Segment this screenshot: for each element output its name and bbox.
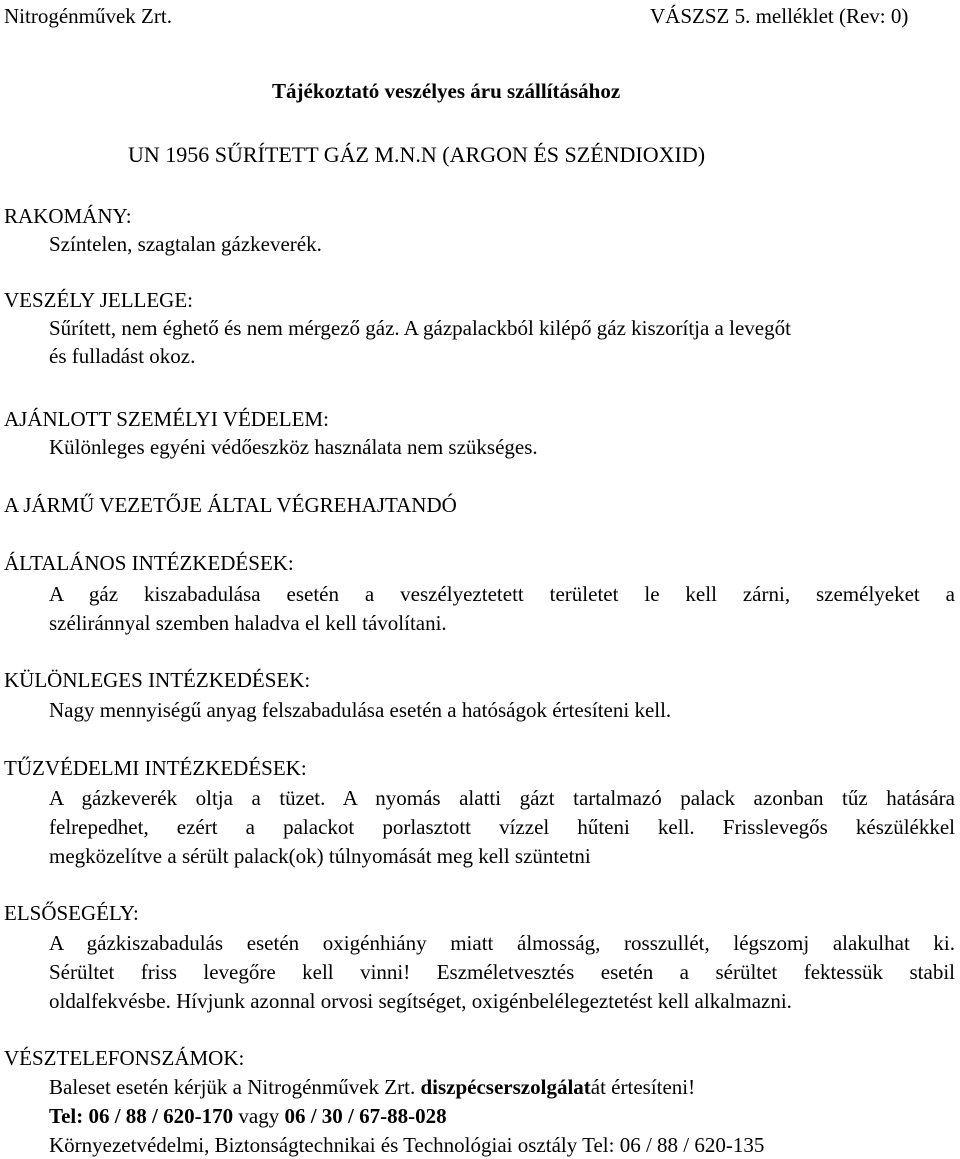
- special-heading: KÜLÖNLEGES INTÉZKEDÉSEK:: [4, 668, 311, 692]
- special-text: Nagy mennyiségű anyag felszabadulása esetén a hatóságok értesíteni kell.: [49, 698, 672, 722]
- hazard-heading: VESZÉLY JELLEGE:: [4, 288, 193, 312]
- page-title: Tájékoztató veszélyes áru szállításához: [272, 79, 621, 103]
- phone-separator: vagy: [233, 1104, 285, 1128]
- first-aid-text-3: oldalfekvésbe. Hívjunk azonnal orvosi segítséget, oxigénbelélegeztetést kell alkalmazni.: [49, 989, 792, 1013]
- first-aid-heading: ELSŐSEGÉLY:: [4, 901, 139, 925]
- general-text-2: széliránnyal szemben haladva el kell távolítani.: [49, 611, 447, 635]
- dispatcher-service: diszpécserszolgálat: [420, 1075, 591, 1099]
- page-subtitle: UN 1956 SŰRÍTETT GÁZ M.N.N (ARGON ÉS SZÉNDIOXID): [128, 142, 706, 167]
- fire-text-2: felrepedhet, ezért a palackot porlasztott vízzel hűteni kell. Frisslevegős készülékkel: [49, 815, 955, 839]
- hazard-text-1: Sűrített, nem éghető és nem mérgező gáz. A gázpalackból kilépő gáz kiszorítja a levegőt: [49, 316, 791, 340]
- ppe-text: Különleges egyéni védőeszköz használata nem szükséges.: [49, 435, 538, 459]
- emergency-text: [49, 1073, 695, 1101]
- alternate-phone: 06 / 30 / 67-88-028: [284, 1104, 447, 1128]
- fire-heading: TŰZVÉDELMI INTÉZKEDÉSEK:: [4, 756, 307, 780]
- fire-text-1: A gázkeverék oltja a tüzet. A nyomás alatti gázt tartalmazó palack azonban tűz hatására: [49, 786, 955, 810]
- emergency-text-post: át értesíteni!: [590, 1075, 696, 1099]
- driver-heading: A JÁRMŰ VEZETŐJE ÁLTAL VÉGREHAJTANDÓ: [4, 493, 457, 517]
- primary-phone: Tel: 06 / 88 / 620-170: [49, 1104, 234, 1128]
- fire-text-3: megközelítve a sérült palack(ok) túlnyomását meg kell szüntetni: [49, 844, 591, 868]
- general-heading: ÁLTALÁNOS INTÉZKEDÉSEK:: [4, 551, 294, 575]
- first-aid-text-2: Sérültet friss levegőre kell vinni! Eszméletvesztés esetén a sérültet fektessük stabil: [49, 960, 955, 984]
- department-phone: Környezetvédelmi, Biztonságtechnikai és Technológiai osztály Tel: 06 / 88 / 620-135: [49, 1133, 765, 1157]
- emergency-text-pre: Baleset esetén kérjük a Nitrogénművek Zrt.: [49, 1075, 421, 1099]
- header-doc-ref: VÁSZSZ 5. melléklet (Rev: 0): [650, 4, 909, 28]
- ppe-heading: AJÁNLOTT SZEMÉLYI VÉDELEM:: [4, 407, 329, 431]
- header-company: Nitrogénművek Zrt.: [4, 4, 172, 28]
- cargo-text: Színtelen, szagtalan gázkeverék.: [49, 232, 322, 256]
- emergency-phones: [49, 1102, 447, 1130]
- general-text-1: A gáz kiszabadulása esetén a veszélyeztetett területet le kell zárni, személyeket a: [49, 582, 955, 606]
- emergency-heading: VÉSZTELEFONSZÁMOK:: [4, 1046, 245, 1070]
- first-aid-text-1: A gázkiszabadulás esetén oxigénhiány miatt álmosság, rosszullét, légszomj alakulhat ki.: [49, 931, 955, 955]
- cargo-heading: RAKOMÁNY:: [4, 204, 132, 228]
- hazard-text-2: és fulladást okoz.: [49, 344, 196, 368]
